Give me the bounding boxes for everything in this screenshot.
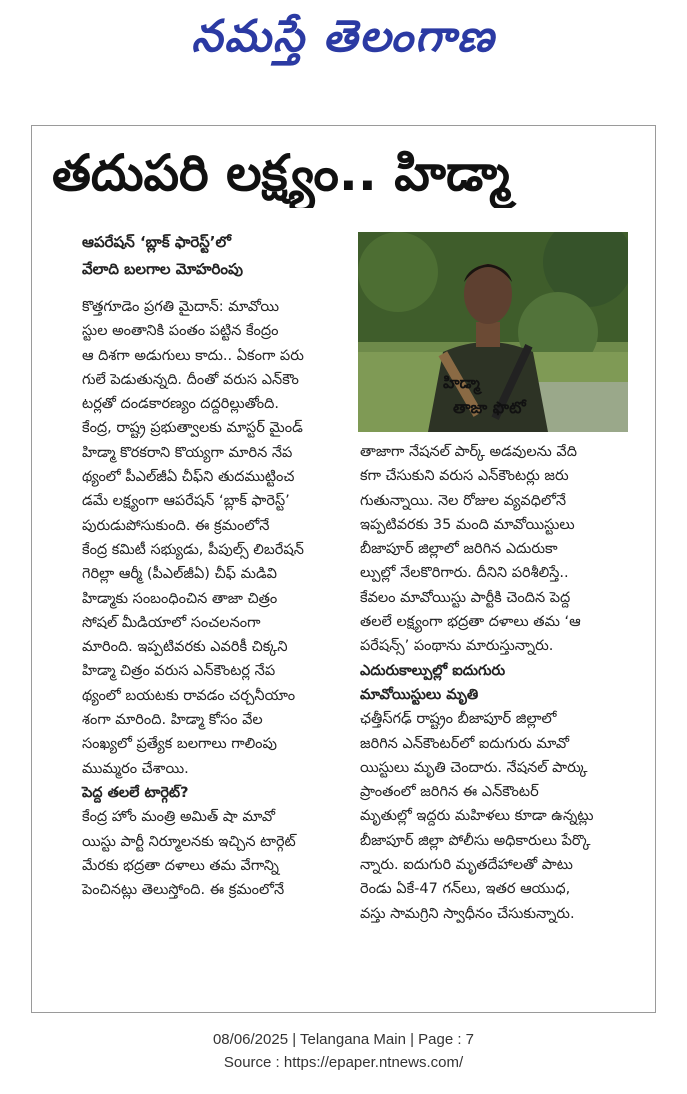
article-headline: తదుపరి లక్ష్యం.. హిడ్మా xyxy=(52,144,510,202)
photo-caption-name: హిడ్మా xyxy=(443,373,480,392)
article-subheadline-line1: ఆపరేషన్ ‘బ్లాక్ ఫారెస్ట్’లో xyxy=(82,233,231,251)
photo-caption-label: తాజా ఫొటో xyxy=(453,398,526,417)
text-line: తలలే లక్ష్యంగా భద్రతా దళాలు తమ ‘ఆ xyxy=(360,614,581,631)
text-line: మృతుల్లో ఇద్దరు మహిళలు కూడా ఉన్నట్లు xyxy=(360,808,594,825)
footer-source-link[interactable]: Source : https://epaper.ntnews.com/ xyxy=(223,1054,464,1071)
text-line: సంఖ్యలో ప్రత్యేక బలగాలు గాలింపు xyxy=(82,736,277,753)
newspaper-masthead: నమస్తే తెలంగాణ xyxy=(191,11,496,62)
text-line: టర్లతో దండకారణ్యం దద్దరిల్లుతోంది. xyxy=(82,396,279,413)
text-line: గుతున్నాయి. నెల రోజుల వ్యవధిలోనే xyxy=(360,492,567,509)
text-line: పురుడుపోసుకుంది. ఈ క్రమంలోనే xyxy=(82,517,270,534)
text-line: కొత్తగూడెం ప్రగతి మైదాన్: మావోయి xyxy=(82,299,279,315)
text-line: ఇప్పటివరకు 35 మంది మావోయిస్టులు xyxy=(360,516,575,533)
text-line: స్టుల అంతానికి పంతం పట్టిన కేంద్రం xyxy=(82,323,279,340)
text-line: మేరకు భద్రతా దళాలు తమ వేగాన్ని xyxy=(82,857,279,874)
left-column xyxy=(82,295,352,902)
text-line: హిడ్మాకు సంబంధించిన తాజా చిత్రం xyxy=(82,590,278,607)
text-line: ఛత్తీస్‌గఢ్ రాష్ట్రం బీజాపూర్ జిల్లాలో xyxy=(360,711,557,728)
right-subheading-line2: మావోయిస్టులు మృతి xyxy=(360,686,479,703)
text-line: శంగా మారింది. హిడ్మా కోసం వేల xyxy=(82,712,263,729)
text-line: థ్యంలో బయటకు రావడం చర్చనీయాం xyxy=(82,687,296,704)
text-line: బీజాపూర్ జిల్లాలో జరిగిన ఎదురుకా xyxy=(360,541,558,558)
article-subheadline-line2: వేలాది బలగాల మోహరింపు xyxy=(82,260,243,278)
text-line: యిస్టులు మృతి చెందారు. నేషనల్ పార్కు xyxy=(360,759,588,776)
text-line: తాజాగా నేషనల్ పార్క్ అడవులను వేది xyxy=(360,444,577,460)
text-line: థ్యంలో పీఎల్‌జీఏ చీఫ్‌ని తుదముట్టించ xyxy=(82,469,295,486)
text-line: ముమ్మరం చేశాయి. xyxy=(82,760,189,777)
text-line: హిడ్మా కొరకరాని కొయ్యగా మారిన నేప xyxy=(82,444,293,461)
footer-edition-info: 08/06/2025 | Telangana Main | Page : 7 xyxy=(212,1031,475,1048)
text-line: వస్తు సామగ్రిని స్వాధీనం చేసుకున్నారు. xyxy=(360,905,575,922)
text-line: కేవలం మావోయిస్టు పార్టీకి చెందిన పెద్ద xyxy=(360,589,571,606)
text-line: ప్రాంతంలో జరిగిన ఈ ఎన్‌కౌంటర్ xyxy=(360,784,539,801)
right-subheading-line1: ఎదురుకాల్పుల్లో ఐదుగురు xyxy=(360,662,506,679)
left-subheading: పెద్ద తలలే టార్గెట్? xyxy=(82,784,189,801)
text-line: జరిగిన ఎన్‌కౌంటర్‌లో ఐదుగురు మావో xyxy=(360,735,569,752)
text-line: కగా చేసుకుని వరుస ఎన్‌కౌంటర్లు జరు xyxy=(360,468,569,485)
text-line: గులే పెడుతున్నది. దీంతో వరుస ఎన్‌కౌం xyxy=(82,371,299,388)
text-line: మారింది. ఇప్పటివరకు ఎవరికీ చిక్కని xyxy=(82,639,288,656)
text-line: గెరిల్లా ఆర్మీ (పీఎల్‌జీఏ) చీఫ్ మడివి xyxy=(82,566,277,583)
text-line: కేంద్ర కమిటీ సభ్యుడు, పీపుల్స్ లిబరేషన్ xyxy=(82,541,304,558)
text-line: ఆ దిశగా అడుగులు కాదు.. ఏకంగా పరు xyxy=(82,347,304,364)
text-line: యిస్టు పార్టీ నిర్మూలనకు ఇచ్చిన టార్గెట్ xyxy=(82,833,296,850)
text-line: కేంద్ర, రాష్ట్ర ప్రభుత్వాలకు మాస్టర్ మైండ్ xyxy=(82,420,303,437)
text-line: కేంద్ర హోం మంత్రి అమిత్ షా మావో xyxy=(82,809,275,826)
text-line: పరేషన్స్’ పంథాను మారుస్తున్నారు. xyxy=(360,638,554,655)
text-line: హిడ్మా చిత్రం వరుస ఎన్‌కౌంటర్ల నేప xyxy=(82,663,276,680)
text-line: బీజాపూర్ జిల్లా పోలీసు అధికారులు పేర్కొ xyxy=(360,832,591,849)
text-line: ల్పుల్లో నేలకొరిగారు. దీనిని పరిశీలిస్తే.. xyxy=(360,565,569,582)
text-line: రెండు ఏకే-47 గన్‌లు, ఇతర ఆయుధ, xyxy=(360,881,571,898)
right-column xyxy=(360,440,628,926)
text-line: సోషల్ మీడియాలో సంచలనంగా xyxy=(82,614,261,631)
text-line: న్నారు. ఐదుగురి మృతదేహాలతో పాటు xyxy=(360,857,573,874)
text-line: పెంచినట్లు తెలుస్తోంది. ఈ క్రమంలోనే xyxy=(82,882,285,899)
text-line: డమే లక్ష్యంగా ఆపరేషన్ ‘బ్లాక్ ఫారెస్ట్’ xyxy=(82,493,290,510)
